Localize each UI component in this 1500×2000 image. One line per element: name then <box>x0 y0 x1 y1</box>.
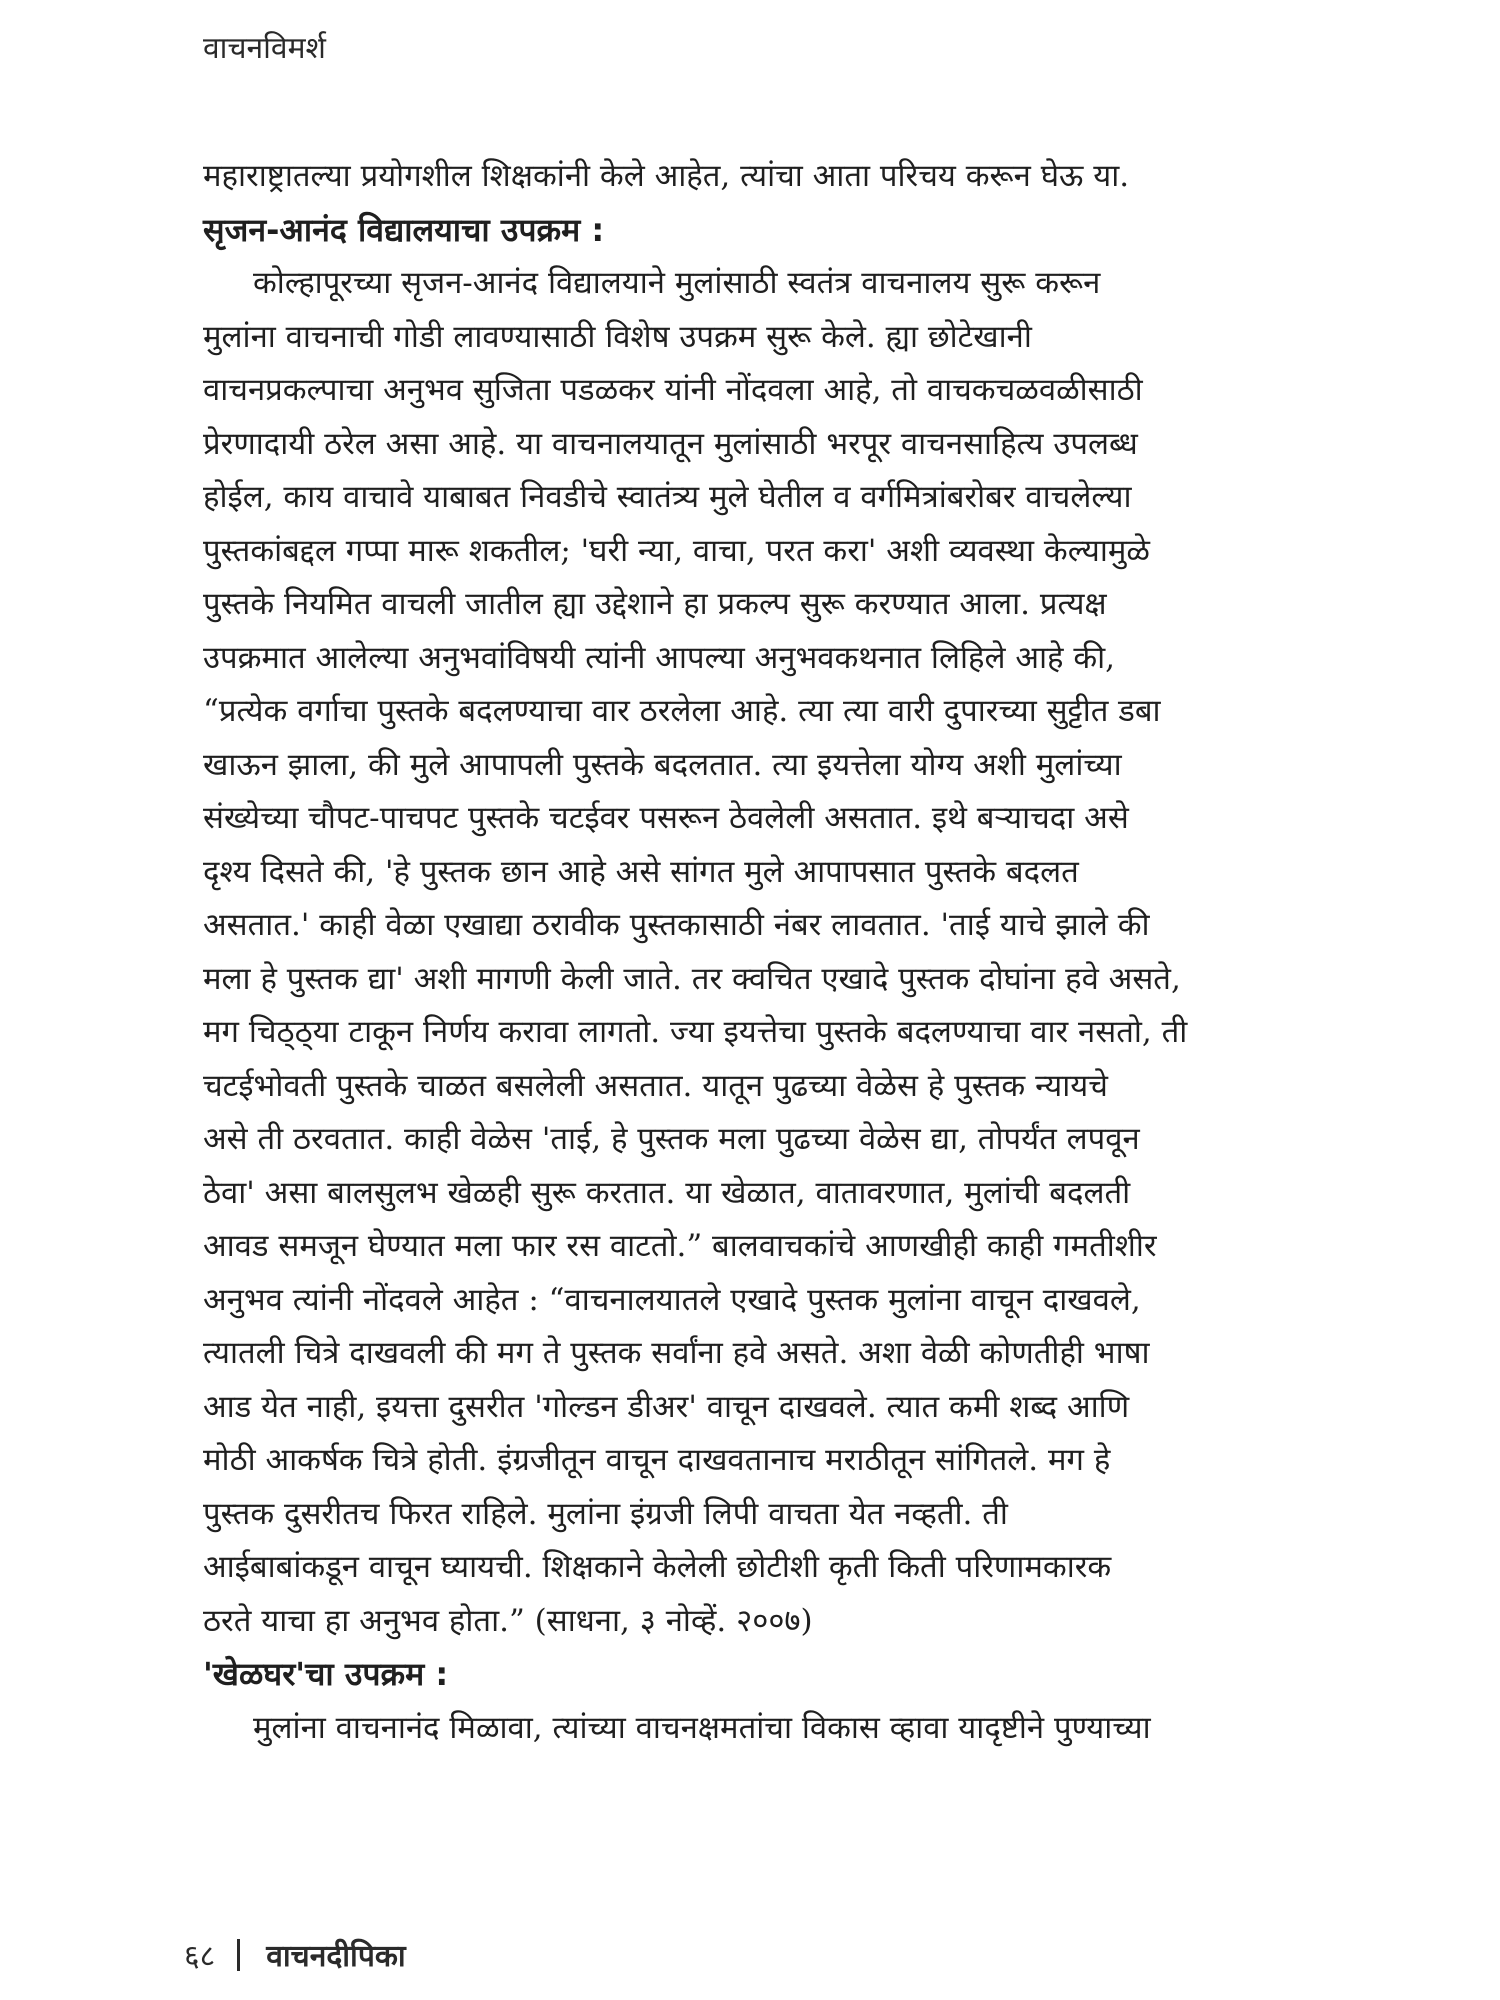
paragraph-line: आड येत नाही, इयत्ता दुसरीत 'गोल्डन डीअर' वाचून दाखवले. त्यात कमी शब्द आणि <box>203 1388 1130 1425</box>
paragraph-line: वाचनप्रकल्पाचा अनुभव सुजिता पडळकर यांनी नोंदवला आहे, तो वाचकचळवळीसाठी <box>203 372 1143 408</box>
page-number: ६८ <box>184 1939 216 1974</box>
paragraph-line: आवड समजून घेण्यात मला फार रस वाटतो.” बालवाचकांचे आणखीही काही गमतीशीर <box>203 1228 1157 1264</box>
paragraph-line: मुलांना वाचनानंद मिळावा, त्यांच्या वाचनक्षमतांचा विकास व्हावा यादृष्टीने पुण्याच्या <box>253 1709 1151 1746</box>
paragraph-line: आईबाबांकडून वाचून घ्यायची. शिक्षकाने केलेली छोटीशी कृती किती परिणामकारक <box>203 1549 1112 1585</box>
paragraph-line: होईल, काय वाचावे याबाबत निवडीचे स्वातंत्र्य मुले घेतील व वर्गमित्रांबरोबर वाचलेल्या <box>203 479 1132 515</box>
page-footer <box>184 1934 406 1975</box>
paragraph-line: त्यातली चित्रे दाखवली की मग ते पुस्तक सर्वांना हवे असते. अशा वेळी कोणतीही भाषा <box>203 1335 1150 1371</box>
paragraph-line: पुस्तकांबद्दल गप्पा मारू शकतील; 'घरी न्या, वाचा, परत करा' अशी व्यवस्था केल्यामुळे <box>203 532 1150 569</box>
paragraph-line: ठेवा' असा बालसुलभ खेळही सुरू करतात. या खेळात, वातावरणात, मुलांची बदलती <box>203 1174 1131 1211</box>
paragraph-line: असतात.' काही वेळा एखाद्या ठरावीक पुस्तकासाठी नंबर लावतात. 'ताई याचे झाले की <box>203 907 1150 943</box>
paragraph-line: दृश्य दिसते की, 'हे पुस्तक छान आहे असे सांगत मुले आपापसात पुस्तके बदलत <box>203 853 1079 890</box>
footer-separator <box>237 1939 240 1971</box>
section-heading-srujan-anand: सृजन-आनंद विद्यालयाचा उपक्रम : <box>203 210 605 249</box>
paragraph-line: मला हे पुस्तक द्या' अशी मागणी केली जाते. तर क्वचित एखादे पुस्तक दोघांना हवे असते, <box>203 960 1181 997</box>
paragraph-line: मोठी आकर्षक चित्रे होती. इंग्रजीतून वाचून दाखवतानाच मराठीतून सांगितले. मग हे <box>203 1442 1111 1478</box>
paragraph-line: चटईभोवती पुस्तके चाळत बसलेली असतात. यातून पुढच्या वेळेस हे पुस्तक न्यायचे <box>203 1067 1108 1104</box>
paragraph-line: अनुभव त्यांनी नोंदवले आहेत : “वाचनालयातले एखादे पुस्तक मुलांना वाचून दाखवले, <box>203 1281 1141 1318</box>
section-heading-khelghar: 'खेळघर'चा उपक्रम : <box>203 1655 449 1693</box>
book-title: वाचनदीपिका <box>266 1939 406 1974</box>
paragraph-line: पुस्तके नियमित वाचली जातील ह्या उद्देशाने हा प्रकल्प सुरू करण्यात आला. प्रत्यक्ष <box>203 586 1107 622</box>
paragraph-line: खाऊन झाला, की मुले आपापली पुस्तके बदलतात. त्या इयत्तेला योग्य अशी मुलांच्या <box>203 746 1122 783</box>
section-khelghar-paragraph <box>203 1702 1301 1756</box>
section-srujan-anand-paragraph <box>203 257 1301 1648</box>
page-body <box>203 150 1301 1755</box>
paragraph-line: उपक्रमात आलेल्या अनुभवांविषयी त्यांनी आपल्या अनुभवकथनात लिहिले आहे की, <box>203 639 1116 676</box>
running-head: वाचनविमर्श <box>203 31 326 66</box>
paragraph-line: मग चिठ्ठ्या टाकून निर्णय करावा लागतो. ज्या इयत्तेचा पुस्तके बदलण्याचा वार नसतो, ती <box>203 1014 1188 1050</box>
paragraph-line: ठरते याचा हा अनुभव होता.” (साधना, ३ नोव्हें. २००७) <box>203 1602 813 1639</box>
paragraph-line: प्रेरणादायी ठरेल असा आहे. या वाचनालयातून मुलांसाठी भरपूर वाचनसाहित्य उपलब्ध <box>203 425 1138 462</box>
paragraph-line: “प्रत्येक वर्गाचा पुस्तके बदलण्याचा वार ठरलेला आहे. त्या त्या वारी दुपारच्या सुट्टीत डबा <box>203 693 1161 729</box>
paragraph-line: संख्येच्या चौपट-पाचपट पुस्तके चटईवर पसरून ठेवलेली असतात. इथे बऱ्याचदा असे <box>203 800 1129 836</box>
paragraph-line: मुलांना वाचनाची गोडी लावण्यासाठी विशेष उपक्रम सुरू केले. ह्या छोटेखानी <box>203 318 1032 355</box>
paragraph-line: असे ती ठरवतात. काही वेळेस 'ताई, हे पुस्तक मला पुढच्या वेळेस द्या, तोपर्यंत लपवून <box>203 1121 1140 1157</box>
paragraph-line: कोल्हापूरच्या सृजन-आनंद विद्यालयाने मुलांसाठी स्वतंत्र वाचनालय सुरू करून <box>253 265 1101 301</box>
intro-line: महाराष्ट्रातल्या प्रयोगशील शिक्षकांनी केले आहेत, त्यांचा आता परिचय करून घेऊ या. <box>203 158 1130 194</box>
paragraph-line: पुस्तक दुसरीतच फिरत राहिले. मुलांना इंग्रजी लिपी वाचता येत नव्हती. ती <box>203 1495 1008 1532</box>
